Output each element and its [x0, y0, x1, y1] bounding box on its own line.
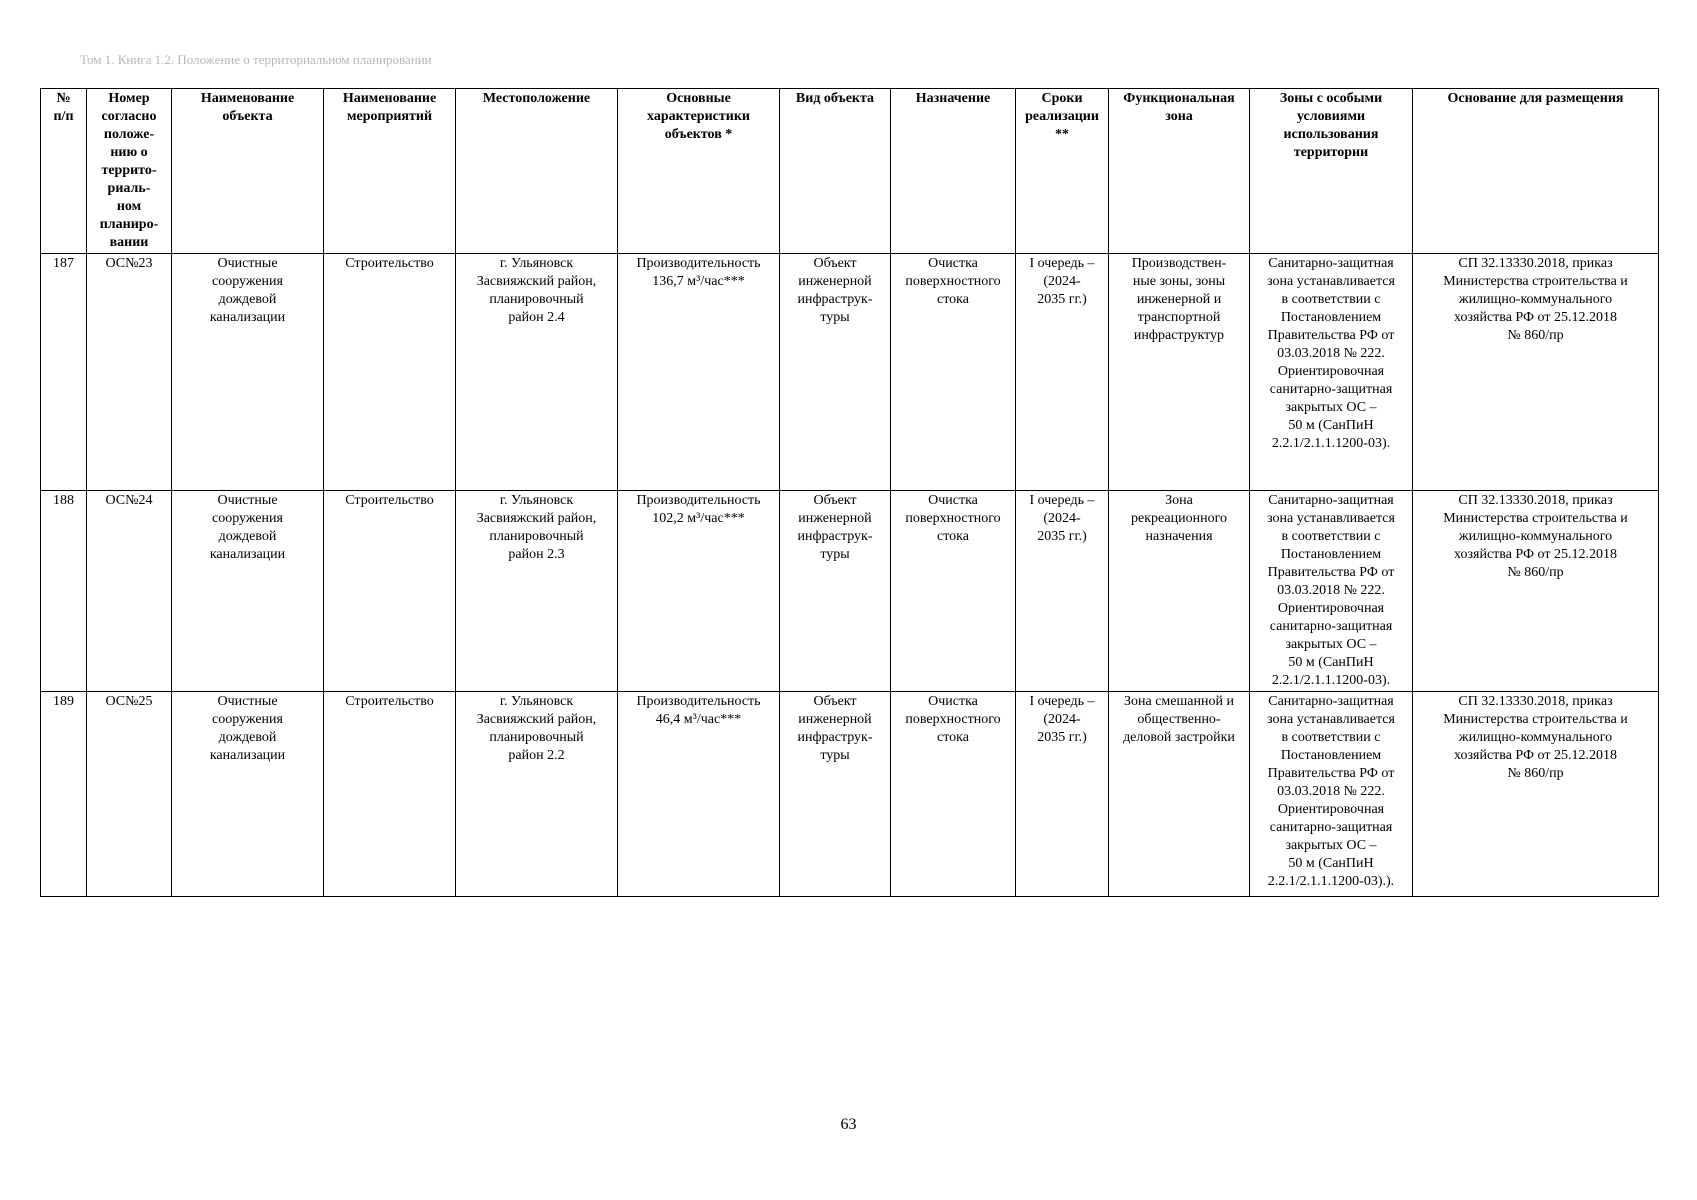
column-header-basis: Основание для размещения — [1413, 89, 1659, 254]
cell-location: г. Ульяновск Засвияжский район, планировочный район 2.2 — [456, 692, 618, 897]
cell-characteristics: Производительность 102,2 м³/час*** — [618, 491, 780, 692]
column-header-number: № п/п — [41, 89, 87, 254]
running-header: Том 1. Книга 1.2. Положение о территориальном планировании — [80, 52, 432, 67]
column-header-characteristics: Основные характеристики объектов * — [618, 89, 780, 254]
cell-basis: СП 32.13330.2018, приказ Министерства строительства и жилищно-коммунального хозяйства РФ от 25.12.2018 № 860/пр — [1413, 254, 1659, 491]
column-header-action: Наименование мероприятий — [324, 89, 456, 254]
cell-basis: СП 32.13330.2018, приказ Министерства строительства и жилищно-коммунального хозяйства РФ от 25.12.2018 № 860/пр — [1413, 692, 1659, 897]
cell-terms: I очередь – (2024- 2035 гг.) — [1016, 491, 1109, 692]
cell-location: г. Ульяновск Засвияжский район, планировочный район 2.4 — [456, 254, 618, 491]
cell-action: Строительство — [324, 692, 456, 897]
cell-number: 188 — [41, 491, 87, 692]
cell-characteristics: Производительность 46,4 м³/час*** — [618, 692, 780, 897]
capital-objects-table — [40, 88, 1659, 897]
cell-code: ОС№24 — [87, 491, 172, 692]
cell-special-zones: Санитарно-защитная зона устанавливается в соответствии с Постановлением Правительства РФ от 03.03.2018 № 222. Ориентировочная санитарно-защитная закрытых ОС – 50 м (СанПиН 2.2.1/2.1.1.1200-03). — [1250, 254, 1413, 491]
cell-purpose: Очистка поверхностного стока — [891, 254, 1016, 491]
cell-basis: СП 32.13330.2018, приказ Министерства строительства и жилищно-коммунального хозяйства РФ от 25.12.2018 № 860/пр — [1413, 491, 1659, 692]
cell-terms: I очередь – (2024- 2035 гг.) — [1016, 254, 1109, 491]
cell-object-name: Очистные сооружения дождевой канализации — [172, 491, 324, 692]
cell-purpose: Очистка поверхностного стока — [891, 491, 1016, 692]
cell-characteristics: Производительность 136,7 м³/час*** — [618, 254, 780, 491]
cell-number: 189 — [41, 692, 87, 897]
cell-code: ОС№23 — [87, 254, 172, 491]
cell-purpose: Очистка поверхностного стока — [891, 692, 1016, 897]
cell-functional-zone: Зона рекреационного назначения — [1109, 491, 1250, 692]
column-header-purpose: Назначение — [891, 89, 1016, 254]
cell-special-zones: Санитарно-защитная зона устанавливается в соответствии с Постановлением Правительства РФ от 03.03.2018 № 222. Ориентировочная санитарно-защитная закрытых ОС – 50 м (СанПиН 2.2.1/2.1.1.1200-03).). — [1250, 692, 1413, 897]
cell-code: ОС№25 — [87, 692, 172, 897]
column-header-functional-zone: Функциональная зона — [1109, 89, 1250, 254]
column-header-object-name: Наименование объекта — [172, 89, 324, 254]
column-header-code: Номер согласно положе- нию о террито- риаль- ном планиро- вании — [87, 89, 172, 254]
cell-terms: I очередь – (2024- 2035 гг.) — [1016, 692, 1109, 897]
cell-functional-zone: Зона смешанной и общественно- деловой застройки — [1109, 692, 1250, 897]
cell-object-name: Очистные сооружения дождевой канализации — [172, 692, 324, 897]
table-row — [41, 491, 1659, 692]
column-header-special-zones: Зоны с особыми условиями использования территории — [1250, 89, 1413, 254]
column-header-terms: Сроки реализации ** — [1016, 89, 1109, 254]
cell-special-zones: Санитарно-защитная зона устанавливается в соответствии с Постановлением Правительства РФ от 03.03.2018 № 222. Ориентировочная санитарно-защитная закрытых ОС – 50 м (СанПиН 2.2.1/2.1.1.1200-03). — [1250, 491, 1413, 692]
column-header-object-type: Вид объекта — [780, 89, 891, 254]
cell-number: 187 — [41, 254, 87, 491]
cell-object-type: Объект инженерной инфраструк- туры — [780, 254, 891, 491]
cell-object-type: Объект инженерной инфраструк- туры — [780, 692, 891, 897]
cell-action: Строительство — [324, 491, 456, 692]
cell-object-type: Объект инженерной инфраструк- туры — [780, 491, 891, 692]
cell-action: Строительство — [324, 254, 456, 491]
cell-location: г. Ульяновск Засвияжский район, планировочный район 2.3 — [456, 491, 618, 692]
column-header-location: Местоположение — [456, 89, 618, 254]
table-row — [41, 692, 1659, 897]
page-number: 63 — [840, 1116, 857, 1133]
table-header-row — [41, 89, 1659, 254]
table-row — [41, 254, 1659, 491]
cell-object-name: Очистные сооружения дождевой канализации — [172, 254, 324, 491]
cell-functional-zone: Производствен- ные зоны, зоны инженерной и транспортной инфраструктур — [1109, 254, 1250, 491]
